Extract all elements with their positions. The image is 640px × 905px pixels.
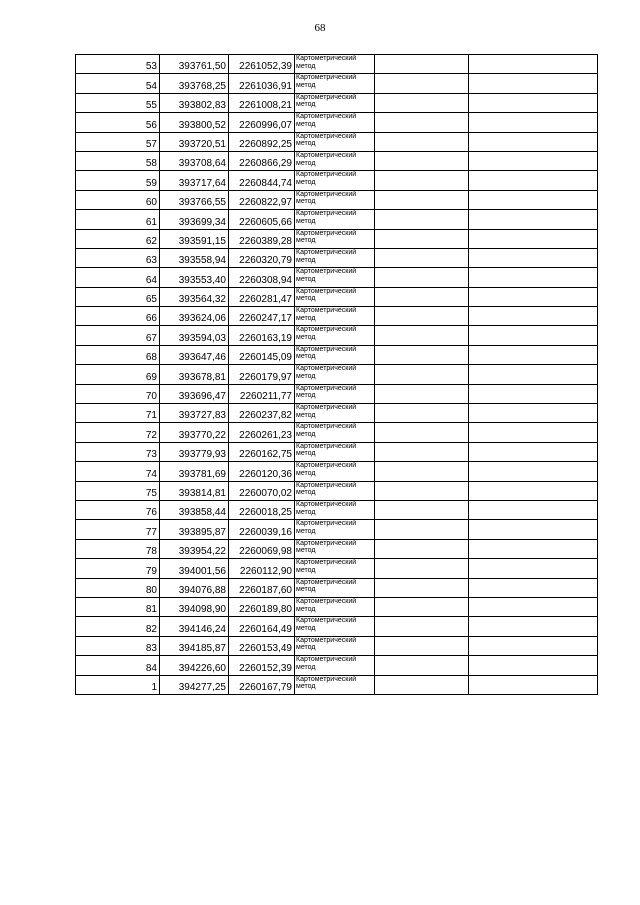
point-number-cell: 74 xyxy=(76,462,160,481)
method-cell: Картометрический метод xyxy=(295,151,375,170)
point-number-cell: 54 xyxy=(76,74,160,93)
x-coordinate-cell: 393647,46 xyxy=(160,345,229,364)
y-coordinate-cell: 2261008,21 xyxy=(229,93,295,112)
point-number-cell: 76 xyxy=(76,500,160,519)
description-cell xyxy=(469,210,598,229)
y-coordinate-cell: 2260152,39 xyxy=(229,656,295,675)
point-number-cell: 65 xyxy=(76,287,160,306)
method-cell: Картометрический метод xyxy=(295,268,375,287)
table-row xyxy=(76,636,598,655)
method-cell: Картометрический метод xyxy=(295,229,375,248)
x-coordinate-cell: 394226,60 xyxy=(160,656,229,675)
description-cell xyxy=(469,481,598,500)
method-cell: Картометрический метод xyxy=(295,617,375,636)
description-cell xyxy=(469,578,598,597)
x-coordinate-cell: 393624,06 xyxy=(160,307,229,326)
point-number-cell: 68 xyxy=(76,345,160,364)
accuracy-cell xyxy=(375,151,469,170)
y-coordinate-cell: 2260189,80 xyxy=(229,597,295,616)
description-cell xyxy=(469,113,598,132)
table-row xyxy=(76,597,598,616)
accuracy-cell xyxy=(375,675,469,694)
table-row xyxy=(76,656,598,675)
accuracy-cell xyxy=(375,365,469,384)
table-row xyxy=(76,171,598,190)
accuracy-cell xyxy=(375,384,469,403)
table-row xyxy=(76,423,598,442)
description-cell xyxy=(469,326,598,345)
accuracy-cell xyxy=(375,597,469,616)
description-cell xyxy=(469,675,598,694)
point-number-cell: 60 xyxy=(76,190,160,209)
table-row xyxy=(76,93,598,112)
method-cell: Картометрический метод xyxy=(295,656,375,675)
accuracy-cell xyxy=(375,636,469,655)
accuracy-cell xyxy=(375,190,469,209)
description-cell xyxy=(469,171,598,190)
description-cell xyxy=(469,500,598,519)
y-coordinate-cell: 2260039,16 xyxy=(229,520,295,539)
accuracy-cell xyxy=(375,481,469,500)
point-number-cell: 73 xyxy=(76,442,160,461)
table-row xyxy=(76,74,598,93)
x-coordinate-cell: 393858,44 xyxy=(160,500,229,519)
method-cell: Картометрический метод xyxy=(295,345,375,364)
accuracy-cell xyxy=(375,93,469,112)
x-coordinate-cell: 393708,64 xyxy=(160,151,229,170)
table-row xyxy=(76,345,598,364)
description-cell xyxy=(469,55,598,74)
description-cell xyxy=(469,539,598,558)
accuracy-cell xyxy=(375,171,469,190)
table-row xyxy=(76,190,598,209)
accuracy-cell xyxy=(375,307,469,326)
description-cell xyxy=(469,462,598,481)
table-row xyxy=(76,500,598,519)
method-cell: Картометрический метод xyxy=(295,113,375,132)
description-cell xyxy=(469,384,598,403)
y-coordinate-cell: 2260018,25 xyxy=(229,500,295,519)
accuracy-cell xyxy=(375,656,469,675)
method-cell: Картометрический метод xyxy=(295,539,375,558)
description-cell xyxy=(469,229,598,248)
table-row xyxy=(76,365,598,384)
description-cell xyxy=(469,151,598,170)
table-row xyxy=(76,55,598,74)
method-cell: Картометрический метод xyxy=(295,287,375,306)
table-row xyxy=(76,384,598,403)
description-cell xyxy=(469,74,598,93)
description-cell xyxy=(469,248,598,267)
description-cell xyxy=(469,345,598,364)
method-cell: Картометрический метод xyxy=(295,423,375,442)
x-coordinate-cell: 394076,88 xyxy=(160,578,229,597)
point-number-cell: 71 xyxy=(76,404,160,423)
table-row xyxy=(76,210,598,229)
page-number: 68 xyxy=(314,22,326,34)
description-cell xyxy=(469,268,598,287)
y-coordinate-cell: 2260145,09 xyxy=(229,345,295,364)
table-row xyxy=(76,578,598,597)
y-coordinate-cell: 2260844,74 xyxy=(229,171,295,190)
method-cell: Картометрический метод xyxy=(295,500,375,519)
x-coordinate-cell: 393954,22 xyxy=(160,539,229,558)
description-cell xyxy=(469,597,598,616)
x-coordinate-cell: 394146,24 xyxy=(160,617,229,636)
method-cell: Картометрический метод xyxy=(295,442,375,461)
description-cell xyxy=(469,656,598,675)
y-coordinate-cell: 2260187,60 xyxy=(229,578,295,597)
point-number-cell: 72 xyxy=(76,423,160,442)
x-coordinate-cell: 393770,22 xyxy=(160,423,229,442)
table-row xyxy=(76,481,598,500)
table-row xyxy=(76,539,598,558)
method-cell: Картометрический метод xyxy=(295,365,375,384)
description-cell xyxy=(469,365,598,384)
x-coordinate-cell: 393814,81 xyxy=(160,481,229,500)
method-cell: Картометрический метод xyxy=(295,481,375,500)
point-number-cell: 66 xyxy=(76,307,160,326)
method-cell: Картометрический метод xyxy=(295,190,375,209)
description-cell xyxy=(469,132,598,151)
point-number-cell: 77 xyxy=(76,520,160,539)
table-row xyxy=(76,248,598,267)
y-coordinate-cell: 2261052,39 xyxy=(229,55,295,74)
y-coordinate-cell: 2260892,25 xyxy=(229,132,295,151)
y-coordinate-cell: 2260261,23 xyxy=(229,423,295,442)
y-coordinate-cell: 2260822,97 xyxy=(229,190,295,209)
table-row xyxy=(76,229,598,248)
method-cell: Картометрический метод xyxy=(295,520,375,539)
point-number-cell: 59 xyxy=(76,171,160,190)
y-coordinate-cell: 2260167,79 xyxy=(229,675,295,694)
accuracy-cell xyxy=(375,287,469,306)
point-number-cell: 80 xyxy=(76,578,160,597)
accuracy-cell xyxy=(375,55,469,74)
accuracy-cell xyxy=(375,132,469,151)
x-coordinate-cell: 393558,94 xyxy=(160,248,229,267)
point-number-cell: 55 xyxy=(76,93,160,112)
y-coordinate-cell: 2260237,82 xyxy=(229,404,295,423)
method-cell: Картометрический метод xyxy=(295,93,375,112)
table-row xyxy=(76,617,598,636)
coordinates-table xyxy=(75,54,598,695)
description-cell xyxy=(469,636,598,655)
accuracy-cell xyxy=(375,113,469,132)
x-coordinate-cell: 393717,64 xyxy=(160,171,229,190)
method-cell: Картометрический метод xyxy=(295,559,375,578)
x-coordinate-cell: 393779,93 xyxy=(160,442,229,461)
point-number-cell: 75 xyxy=(76,481,160,500)
accuracy-cell xyxy=(375,462,469,481)
method-cell: Картометрический метод xyxy=(295,404,375,423)
table-row xyxy=(76,559,598,578)
description-cell xyxy=(469,190,598,209)
point-number-cell: 56 xyxy=(76,113,160,132)
point-number-cell: 64 xyxy=(76,268,160,287)
point-number-cell: 62 xyxy=(76,229,160,248)
y-coordinate-cell: 2260996,07 xyxy=(229,113,295,132)
x-coordinate-cell: 393564,32 xyxy=(160,287,229,306)
table-row xyxy=(76,520,598,539)
y-coordinate-cell: 2260153,49 xyxy=(229,636,295,655)
method-cell: Картометрический метод xyxy=(295,675,375,694)
x-coordinate-cell: 393553,40 xyxy=(160,268,229,287)
method-cell: Картометрический метод xyxy=(295,74,375,93)
x-coordinate-cell: 394098,90 xyxy=(160,597,229,616)
description-cell xyxy=(469,307,598,326)
x-coordinate-cell: 393781,69 xyxy=(160,462,229,481)
accuracy-cell xyxy=(375,210,469,229)
method-cell: Картометрический метод xyxy=(295,636,375,655)
accuracy-cell xyxy=(375,539,469,558)
method-cell: Картометрический метод xyxy=(295,307,375,326)
method-cell: Картометрический метод xyxy=(295,171,375,190)
method-cell: Картометрический метод xyxy=(295,578,375,597)
coordinates-table-body xyxy=(76,55,598,695)
table-row xyxy=(76,442,598,461)
point-number-cell: 53 xyxy=(76,55,160,74)
table-row xyxy=(76,326,598,345)
method-cell: Картометрический метод xyxy=(295,384,375,403)
accuracy-cell xyxy=(375,268,469,287)
method-cell: Картометрический метод xyxy=(295,326,375,345)
y-coordinate-cell: 2260389,28 xyxy=(229,229,295,248)
accuracy-cell xyxy=(375,423,469,442)
y-coordinate-cell: 2260163,19 xyxy=(229,326,295,345)
accuracy-cell xyxy=(375,248,469,267)
description-cell xyxy=(469,520,598,539)
method-cell: Картометрический метод xyxy=(295,248,375,267)
x-coordinate-cell: 393895,87 xyxy=(160,520,229,539)
y-coordinate-cell: 2261036,91 xyxy=(229,74,295,93)
point-number-cell: 1 xyxy=(76,675,160,694)
accuracy-cell xyxy=(375,442,469,461)
description-cell xyxy=(469,617,598,636)
description-cell xyxy=(469,442,598,461)
x-coordinate-cell: 393591,15 xyxy=(160,229,229,248)
accuracy-cell xyxy=(375,229,469,248)
accuracy-cell xyxy=(375,578,469,597)
point-number-cell: 63 xyxy=(76,248,160,267)
x-coordinate-cell: 393800,52 xyxy=(160,113,229,132)
y-coordinate-cell: 2260179,97 xyxy=(229,365,295,384)
accuracy-cell xyxy=(375,500,469,519)
x-coordinate-cell: 393720,51 xyxy=(160,132,229,151)
method-cell: Картометрический метод xyxy=(295,597,375,616)
table-row xyxy=(76,404,598,423)
point-number-cell: 58 xyxy=(76,151,160,170)
x-coordinate-cell: 393594,03 xyxy=(160,326,229,345)
point-number-cell: 57 xyxy=(76,132,160,151)
point-number-cell: 61 xyxy=(76,210,160,229)
accuracy-cell xyxy=(375,404,469,423)
method-cell: Картометрический метод xyxy=(295,210,375,229)
y-coordinate-cell: 2260866,29 xyxy=(229,151,295,170)
accuracy-cell xyxy=(375,74,469,93)
x-coordinate-cell: 393768,25 xyxy=(160,74,229,93)
x-coordinate-cell: 394277,25 xyxy=(160,675,229,694)
y-coordinate-cell: 2260164,49 xyxy=(229,617,295,636)
point-number-cell: 70 xyxy=(76,384,160,403)
y-coordinate-cell: 2260605,66 xyxy=(229,210,295,229)
description-cell xyxy=(469,93,598,112)
accuracy-cell xyxy=(375,345,469,364)
x-coordinate-cell: 393766,55 xyxy=(160,190,229,209)
x-coordinate-cell: 394001,56 xyxy=(160,559,229,578)
table-row xyxy=(76,151,598,170)
y-coordinate-cell: 2260320,79 xyxy=(229,248,295,267)
x-coordinate-cell: 393678,81 xyxy=(160,365,229,384)
method-cell: Картометрический метод xyxy=(295,132,375,151)
method-cell: Картометрический метод xyxy=(295,55,375,74)
point-number-cell: 84 xyxy=(76,656,160,675)
point-number-cell: 78 xyxy=(76,539,160,558)
x-coordinate-cell: 394185,87 xyxy=(160,636,229,655)
y-coordinate-cell: 2260247,17 xyxy=(229,307,295,326)
y-coordinate-cell: 2260308,94 xyxy=(229,268,295,287)
point-number-cell: 67 xyxy=(76,326,160,345)
table-row xyxy=(76,268,598,287)
point-number-cell: 79 xyxy=(76,559,160,578)
description-cell xyxy=(469,404,598,423)
x-coordinate-cell: 393802,83 xyxy=(160,93,229,112)
accuracy-cell xyxy=(375,559,469,578)
y-coordinate-cell: 2260112,90 xyxy=(229,559,295,578)
y-coordinate-cell: 2260069,98 xyxy=(229,539,295,558)
description-cell xyxy=(469,423,598,442)
point-number-cell: 83 xyxy=(76,636,160,655)
y-coordinate-cell: 2260162,75 xyxy=(229,442,295,461)
x-coordinate-cell: 393761,50 xyxy=(160,55,229,74)
point-number-cell: 82 xyxy=(76,617,160,636)
table-row xyxy=(76,113,598,132)
y-coordinate-cell: 2260070,02 xyxy=(229,481,295,500)
description-cell xyxy=(469,287,598,306)
x-coordinate-cell: 393696,47 xyxy=(160,384,229,403)
y-coordinate-cell: 2260211,77 xyxy=(229,384,295,403)
table-row xyxy=(76,462,598,481)
table-row xyxy=(76,287,598,306)
x-coordinate-cell: 393727,83 xyxy=(160,404,229,423)
table-row xyxy=(76,132,598,151)
point-number-cell: 69 xyxy=(76,365,160,384)
y-coordinate-cell: 2260120,36 xyxy=(229,462,295,481)
accuracy-cell xyxy=(375,520,469,539)
table-row xyxy=(76,675,598,694)
description-cell xyxy=(469,559,598,578)
x-coordinate-cell: 393699,34 xyxy=(160,210,229,229)
accuracy-cell xyxy=(375,617,469,636)
y-coordinate-cell: 2260281,47 xyxy=(229,287,295,306)
point-number-cell: 81 xyxy=(76,597,160,616)
table-row xyxy=(76,307,598,326)
method-cell: Картометрический метод xyxy=(295,462,375,481)
accuracy-cell xyxy=(375,326,469,345)
